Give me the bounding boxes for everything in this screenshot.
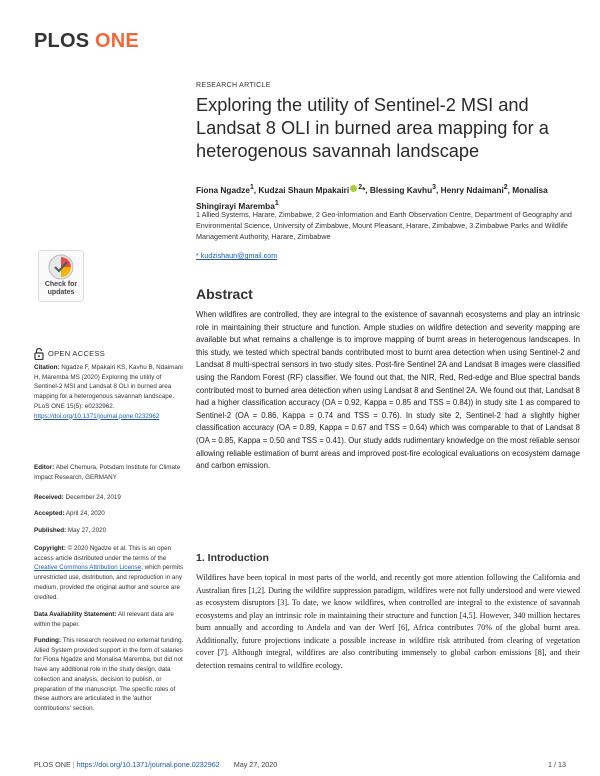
footer-left	[34, 760, 277, 769]
page-number: 1 / 13	[548, 760, 566, 769]
check-updates-line2: updates	[47, 289, 75, 296]
open-access-badge	[34, 348, 184, 360]
author-name[interactable]: Fiona Ngadze	[196, 184, 250, 195]
page-footer	[34, 760, 566, 769]
footer-date: May 27, 2020	[233, 760, 278, 769]
check-updates-label	[45, 281, 77, 297]
affiliations: 1 Allied Systems, Harare, Zimbabwe, 2 Geo-information and Earth Observation Centre, Department of Geography and Environmental Science, University of Zimbabwe, Mount Pleasant, Harare, Zimbabwe, 3 Zimbabwe Parks and Wildlife Management Authority, Harare, Zimbabwe	[196, 210, 572, 241]
copyright-text: © 2020 Ngadze et al. This is an open access article distributed under the terms of the	[34, 545, 172, 562]
footer-doi-link[interactable]: https://doi.org/10.1371/journal.pone.0232962	[76, 760, 220, 769]
article-title: Exploring the utility of Sentinel-2 MSI and Landsat 8 OLI in burned area mapping for a heterogenous savannah landscape	[196, 95, 549, 161]
journal-logo	[34, 30, 139, 53]
received-value: December 24, 2019	[63, 494, 121, 501]
journal-logo-one: ONE	[95, 30, 139, 52]
data-availability-text: All relevant data are within the paper.	[34, 611, 174, 628]
copyright-block	[34, 544, 184, 602]
published-date	[34, 526, 184, 536]
corresponding-email-link[interactable]: * kudzishaun@gmail.com	[196, 251, 278, 260]
journal-logo-plos: PLOS	[34, 30, 90, 52]
editor-text: Abel Chemura, Potsdam Institute for Climate Impact Research, GERMANY	[34, 464, 181, 481]
corresponding-marker: *	[362, 184, 366, 195]
copyright-label: Copyright:	[34, 545, 66, 552]
abstract-text: When wildfires are controlled, they are integral to the existence of savannah ecosystems and play an intrinsic role in maintaining their structure and function. Ample studies on wildfire detection and severity mapping are available but what remains a challenge is to improve mapping of burnt areas in heterogenous landscapes. In this study, we tested which spectral bands contributed most to burnt area detection when using Sentinel-2 and Landsat 8 multi-spectral sensors in two study sites. Post-fire Sentinel 2A and Landsat 8 images were classified using the Random Forest (RF) classifier. We found out that, the NIR, Red, Red-edge and Blue spectral bands contributed most to burned area detection when using Landsat 8 and Sentinel 2A. We found out that, Landsat 8 had a higher classification accuracy (OA = 0.92, Kappa = 0.85 and TSS = 0.84)) in study site 1 as compared to Sentinel-2 (OA = 0.86, Kappa = 0.74 and TSS = 0.76). In study site 2, Sentinel-2 had a slightly higher classification accuracy (OA = 0.89, Kappa = 0.67 and TSS = 0.64) which was comparable to that of Landsat 8 (OA = 0.85, Kappa = 0.50 and TSS = 0.41). Our study adds rudimentary knowledge on the most reliable sensor allowing reliable estimation of burnt areas and improved post-fire ecological evaluations on ecosystem damage and carbon emission.	[196, 310, 580, 471]
published-label: Published:	[34, 527, 67, 534]
author-name[interactable]: , Monalisa Shingirayi Maremba	[196, 184, 548, 211]
received-date	[34, 493, 184, 503]
introduction-text: Wildfires have been topical in most parts of the world, and recently got more attention following the California and Australian fires [1,2]. During the wildfire suppression paradigm, wildfires were not fully understood and were viewed as ecosystem disruptors [3]. To date, we know wildfires, when controlled are integral to the existence of savannah ecosystems and play an intrinsic role in maintaining their structure and function [4,5]. However, 340 million hectares burn annually and according to Andela and van der Werf [6], Africa contributes 70% of the global burnt area. Additionally, future projections indicate a possible increase in wildfire risk attributed from clearing of vegetation cover [7]. Although integral, wildfires are also contributing immensely to global carbon emissions [8], and their detection remains central to wildfire ecology.	[196, 573, 580, 670]
funding-label: Funding:	[34, 637, 61, 644]
author-list	[196, 181, 576, 213]
check-updates-icon	[48, 254, 74, 280]
author-name[interactable]: , Henry Ndaimani	[436, 184, 504, 195]
check-updates-line1: Check for	[44, 281, 78, 288]
published-value: May 27, 2020	[66, 527, 107, 534]
funding-text: This research received no external funding. Allied System provided support in the form of salaries for Fiona Ngadze and Monalisa Maremba, but did not have any additional role in the study design, data collection and analysis, decision to publish, or preparation of the manuscript. The specific roles of these authors are articulated in the 'author contributions' section.	[34, 637, 184, 712]
editor-label: Editor:	[34, 464, 55, 471]
footer-separator: |	[72, 760, 75, 769]
citation-text: Ngadze F, Mpakairi KS, Kavhu B, Ndaimani H, Maremba MS (2020) Exploring the utility of Sentinel-2 MSI and Landsat 8 OLI in burned area mapping for a heterogenous savannah landscape. PLoS ONE 15(5): e0232962.	[34, 364, 183, 410]
funding-block	[34, 636, 184, 714]
editor-block	[34, 463, 184, 482]
citation-label: Citation:	[34, 364, 60, 371]
introduction-heading: 1. Introduction	[196, 552, 269, 564]
data-availability-label: Data Availability Statement:	[34, 611, 117, 618]
data-availability-block	[34, 610, 184, 629]
license-link[interactable]: Creative Commons Attribution License	[34, 564, 142, 572]
orcid-icon[interactable]	[350, 185, 357, 192]
affiliation-marker: 2	[503, 184, 508, 191]
copyright-text-end: , which permits unrestricted use, distribution, and reproduction in any medium, provided the original author and source are credited.	[34, 564, 184, 601]
author-name[interactable]: , Blessing Kavhu	[365, 184, 433, 195]
check-for-updates-button[interactable]	[38, 250, 84, 302]
open-lock-icon	[34, 348, 44, 360]
accepted-label: Accepted:	[34, 510, 65, 517]
accepted-value: April 24, 2020	[64, 510, 105, 517]
open-access-label: OPEN ACCESS	[48, 349, 106, 359]
accepted-date	[34, 509, 184, 519]
author-name[interactable]: , Kudzai Shaun Mpakairi	[253, 184, 350, 195]
affiliation-marker: 3	[432, 184, 436, 191]
footer-journal: PLOS ONE	[34, 760, 71, 769]
article-type: RESEARCH ARTICLE	[196, 82, 271, 89]
citation-doi-link[interactable]: https://doi.org/10.1371/journal.pone.0232962	[34, 412, 160, 420]
abstract-heading: Abstract	[196, 286, 253, 302]
affiliation-marker: 1	[249, 184, 254, 191]
affiliation-marker: 2	[358, 184, 363, 191]
received-label: Received:	[34, 494, 64, 501]
citation-block	[34, 363, 184, 421]
affiliation-marker: 1	[274, 199, 279, 207]
